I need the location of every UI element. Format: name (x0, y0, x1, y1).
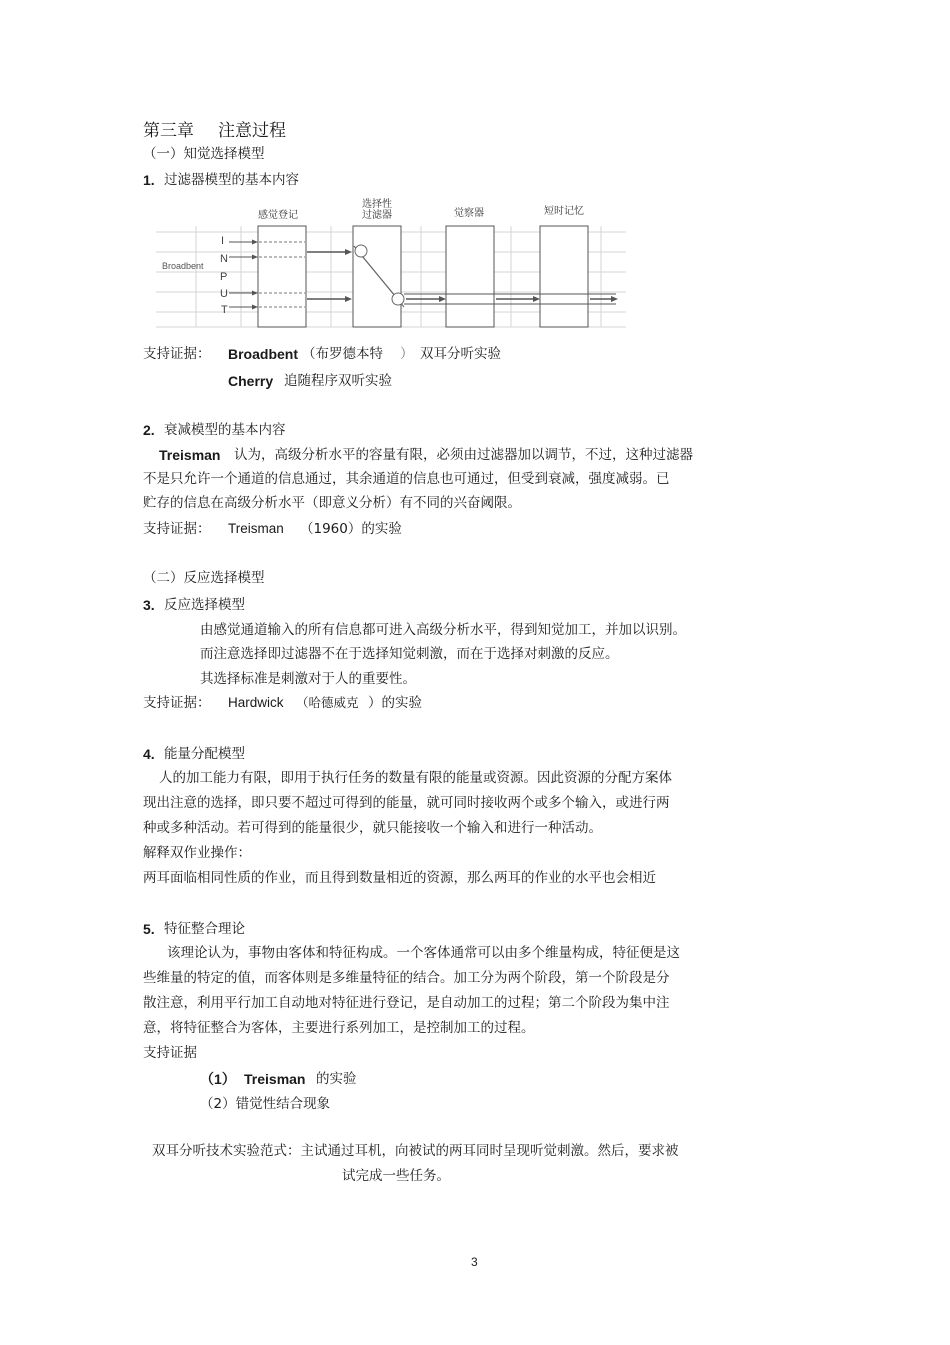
dichotic-line-2: 试完成一些任务。 (342, 1168, 450, 1184)
filter-model-diagram (156, 196, 626, 334)
item-3-line-3: 其选择标准是刺激对于人的重要性。 (200, 671, 416, 687)
item-5-evidence-label: 支持证据 (143, 1045, 197, 1061)
box-sensory-register (258, 226, 306, 327)
diagram-side-label: Broadbent (162, 261, 204, 271)
item-4-line-5: 两耳面临相同性质的作业，而且得到数量相近的资源，那么两耳的作业的水平也会相近 (143, 870, 656, 886)
chapter-title: 注意过程 (218, 121, 286, 141)
evidence-1-rest: 双耳分听实验 (420, 346, 501, 362)
item-3-evidence-cn: （哈德威克 (296, 695, 359, 710)
item-2-line-3: 贮存的信息在高级分析水平（即意义分析）有不同的兴奋阈限。 (143, 495, 521, 511)
input-letter-u: U (220, 288, 228, 300)
section-heading-perceptual-selection: （一）知觉选择模型 (143, 146, 265, 162)
item-5-evidence-2: （2）错觉性结合现象 (200, 1096, 331, 1112)
item-5-line-2: 些维量的特定的值，而客体则是多维量特征的结合。加工分为两个阶段，第一个阶段是分 (143, 970, 670, 986)
evidence-1-broadbent: Broadbent (228, 346, 298, 362)
item-3-line-1: 由感觉通道输入的所有信息都可进入高级分析水平，得到知觉加工，并加以识别。 (200, 622, 686, 638)
item-4-title: 能量分配模型 (164, 746, 245, 762)
evidence-1-cherry: Cherry (228, 373, 274, 389)
item-3-line-2: 而注意选择即过滤器不在于选择知觉刺激，而在于选择对刺激的反应。 (200, 646, 619, 662)
stage-label-sensory-register: 感觉登记 (258, 210, 298, 221)
item-5-evidence-1-rest: 的实验 (316, 1071, 357, 1087)
section-heading-response-selection: （二）反应选择模型 (143, 570, 265, 586)
item-2-evidence-rest: （1960）的实验 (300, 521, 402, 537)
register-to-filter-arrowheads (345, 249, 352, 302)
item-5-evidence-1-name: Treisman (244, 1071, 306, 1087)
stage-label-short-term-memory: 短时记忆 (544, 206, 584, 217)
dichotic-line-1: 双耳分听技术实验范式：主试通过耳机，向被试的两耳同时呈现听觉刺激。然后，要求被 (152, 1143, 679, 1159)
item-4-line-4: 解释双作业操作： (143, 845, 251, 861)
item-2-evidence-name: Treisman (228, 521, 284, 536)
evidence-1-broadbent-cn: （布罗德本特 (302, 346, 383, 362)
item-2-line-1: 认为，高级分析水平的容量有限，必须由过滤器加以调节，不过，这种过滤器 (234, 447, 693, 463)
page-number: 3 (471, 1255, 478, 1269)
input-arrowheads (252, 240, 258, 310)
item-3-evidence-name: Hardwick (228, 695, 284, 710)
chapter-number: 第三章 (143, 121, 194, 141)
item-3-title: 反应选择模型 (164, 597, 245, 613)
stage-label-filter-line2: 过滤器 (362, 210, 392, 221)
item-2-evidence-label: 支持证据： (143, 521, 211, 537)
item-4-line-1: 人的加工能力有限，即用于执行任务的数量有限的能量或资源。因此资源的分配方案体 (159, 770, 672, 786)
item-5-line-1: 该理论认为，事物由客体和特征构成。一个客体通常可以由多个维量构成，特征便是这 (167, 945, 680, 961)
item-2-title: 衰减模型的基本内容 (164, 422, 286, 438)
item-2-number: 2. (143, 422, 155, 438)
item-5-title: 特征整合理论 (164, 921, 245, 937)
input-letter-p: P (220, 271, 228, 283)
box-short-term-memory (540, 226, 588, 327)
box-selective-filter (353, 226, 401, 327)
evidence-1-cherry-rest: 追随程序双听实验 (284, 373, 392, 389)
item-5-evidence-1-number: （1） (200, 1071, 236, 1087)
item-4-line-3: 种或多种活动。若可得到的能量很少，就只能接收一个输入和进行一种活动。 (143, 820, 602, 836)
item-1-title: 过滤器模型的基本内容 (164, 172, 299, 188)
item-3-number: 3. (143, 597, 155, 613)
input-letter-n: N (220, 253, 228, 265)
evidence-1-paren: ） (400, 346, 414, 362)
item-1-number: 1. (143, 172, 155, 188)
item-5-line-4: 意，将特征整合为客体，主要进行系列加工，是控制加工的过程。 (143, 1020, 535, 1036)
item-4-number: 4. (143, 746, 155, 762)
evidence-1-label: 支持证据： (143, 346, 211, 362)
item-4-line-2: 现出注意的选择，即只要不超过可得到的能量，就可同时接收两个或多个输入，或进行两 (143, 795, 670, 811)
input-letter-i: I (221, 235, 225, 247)
item-3-evidence-rest: ）的实验 (368, 695, 422, 711)
item-3-evidence-label: 支持证据： (143, 695, 211, 711)
item-2-treisman: Treisman (159, 447, 221, 463)
stage-label-filter-line1: 选择性 (362, 199, 392, 210)
item-5-number: 5. (143, 921, 155, 937)
box-detector (446, 226, 494, 327)
input-letters (220, 235, 228, 316)
item-2-line-2: 不是只允许一个通道的信息通过，其余通道的信息也可通过，但受到衰减，强度减弱。已 (143, 471, 670, 487)
stage-label-detector: 觉察器 (454, 208, 484, 219)
item-5-line-3: 散注意，利用平行加工自动地对特征进行登记，是自动加工的过程；第二个阶段为集中注 (143, 995, 670, 1011)
input-letter-t: T (221, 304, 228, 316)
